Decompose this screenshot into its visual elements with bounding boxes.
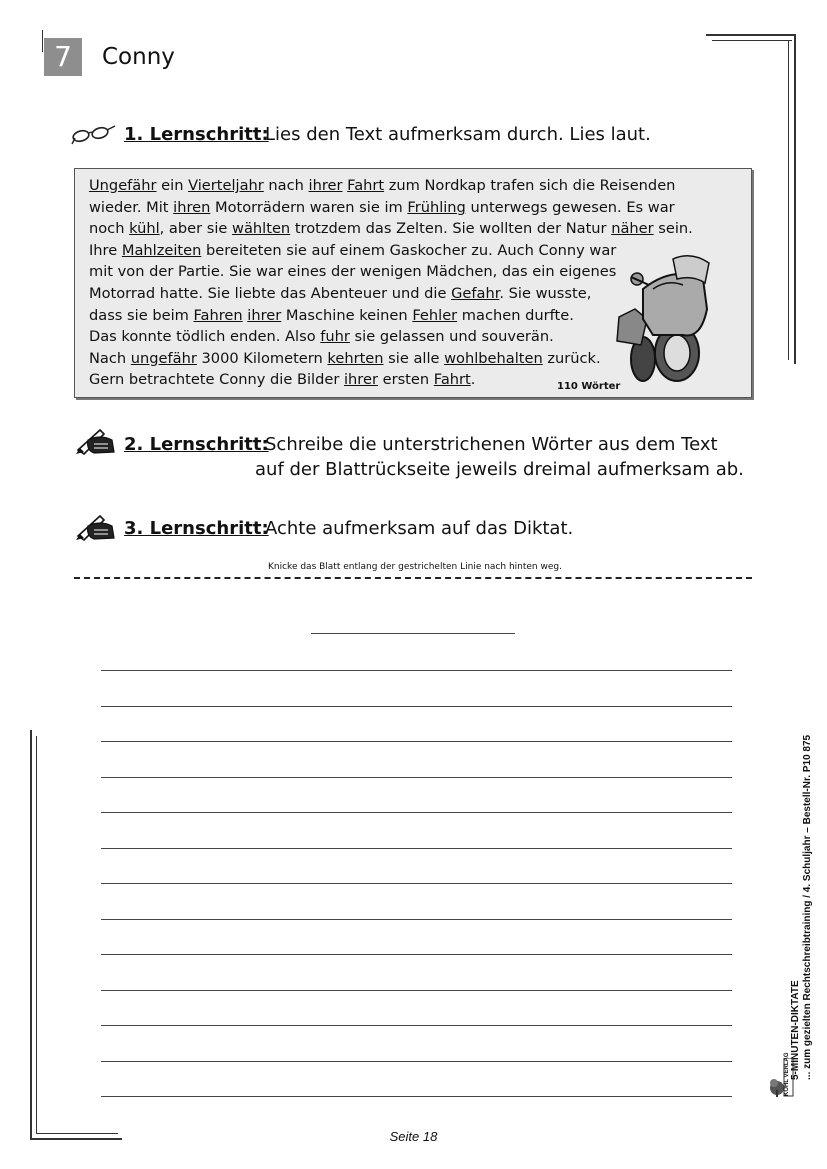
- text-fragment: Motorrädern waren sie im: [210, 198, 408, 216]
- side-imprint-title: 5-MINUTEN-DIKTATE: [790, 980, 801, 1080]
- step2-heading: [124, 434, 269, 455]
- underlined-word: Ungefähr: [89, 177, 157, 194]
- writing-line[interactable]: [101, 777, 732, 778]
- text-fragment: ein: [156, 177, 189, 194]
- publisher-logo: [768, 1052, 794, 1102]
- text-line: [89, 371, 475, 388]
- glasses-icon: [70, 124, 116, 150]
- writing-line[interactable]: [101, 812, 732, 813]
- step1-label: 1. Lernschritt:: [124, 124, 269, 145]
- step1-text: Lies den Text aufmerksam durch. Lies laut.: [265, 124, 651, 145]
- writing-line[interactable]: [101, 1025, 732, 1026]
- underlined-word: Fahrt: [347, 177, 385, 194]
- text-fragment: Gern betrachtete Conny die Bilder: [89, 371, 344, 389]
- text-fragment: dass sie beim: [89, 306, 194, 324]
- text-fragment: zurück.: [542, 349, 601, 367]
- underlined-word: fuhr: [320, 328, 350, 346]
- step2-label: 2. Lernschritt:: [124, 434, 269, 455]
- underlined-word: wohlbehalten: [444, 349, 543, 367]
- text-fragment: Maschine keinen: [281, 306, 413, 324]
- text-fragment: wieder. Mit: [89, 198, 174, 216]
- text-line: [89, 328, 554, 345]
- text-line: [89, 307, 574, 324]
- text-line: [89, 242, 616, 259]
- step2-text-line2: auf der Blattrückseite jeweils dreimal aufmerksam ab.: [255, 459, 744, 480]
- underlined-word: ungefähr: [130, 349, 197, 367]
- side-imprint-subtitle: ... zum gezielten Rechtschreibtraining / 4. Schuljahr – Bestell-Nr. P10 875: [802, 734, 813, 1080]
- step3-label: 3. Lernschritt:: [124, 518, 269, 539]
- writing-line[interactable]: [101, 1061, 732, 1062]
- text-fragment: unterwegs gewesen. Es war: [465, 198, 675, 216]
- text-fragment: Nach: [89, 349, 131, 367]
- underlined-word: Vierteljahr: [188, 177, 264, 194]
- page-title: Conny: [102, 44, 175, 70]
- publisher-logo-text: KOHL VERLAG: [784, 1052, 790, 1096]
- text-fragment: bereiteten sie auf einem Gaskocher zu. Auch Conny war: [201, 241, 617, 259]
- title-write-line[interactable]: [311, 633, 515, 634]
- side-imprint: [790, 735, 814, 1080]
- text-fragment: sein.: [653, 220, 693, 238]
- writing-line[interactable]: [101, 883, 732, 884]
- writing-line[interactable]: [101, 990, 732, 991]
- step3-text: Achte aufmerksam auf das Diktat.: [265, 518, 574, 539]
- text-fragment: , aber sie: [159, 220, 233, 238]
- text-fragment: Das konnte tödlich enden. Also: [89, 328, 321, 346]
- lesson-number-badge: 7: [44, 38, 82, 76]
- page-number: Seite 18: [389, 1129, 438, 1144]
- text-line: [89, 285, 591, 302]
- fold-instruction: Knicke das Blatt entlang der gestrichelten Linie nach hinten weg.: [268, 562, 562, 572]
- writing-line[interactable]: [101, 741, 732, 742]
- fold-dashed-line: [74, 577, 752, 579]
- text-fragment: sie gelassen und souverän.: [349, 328, 554, 346]
- dictation-text-box: [74, 168, 752, 398]
- text-fragment: .: [470, 371, 476, 389]
- underlined-word: ihrer: [343, 371, 378, 389]
- text-line: [89, 199, 675, 216]
- underlined-word: kehrten: [327, 349, 384, 367]
- writing-line[interactable]: [101, 1096, 732, 1097]
- underlined-word: ihren: [173, 198, 211, 216]
- underlined-word: Gefahr: [451, 285, 500, 302]
- text-line: [89, 177, 675, 194]
- text-fragment: sie alle: [383, 349, 445, 367]
- text-fragment: 3000 Kilometern: [196, 349, 328, 367]
- underlined-word: Frühling: [407, 198, 466, 216]
- underlined-word: kühl: [129, 220, 160, 238]
- step3-heading: [124, 518, 269, 539]
- text-fragment: mit von der Partie. Sie war eines der wenigen Mädchen, das ein eigenes: [89, 263, 617, 281]
- underlined-word: ihrer: [247, 306, 282, 324]
- writing-hand-icon: [74, 512, 116, 546]
- text-fragment: zum Nordkap trafen sich die Reisenden: [384, 177, 676, 194]
- writing-line[interactable]: [101, 706, 732, 707]
- underlined-word: wählten: [232, 220, 291, 238]
- text-fragment: noch: [89, 220, 130, 238]
- writing-line[interactable]: [101, 670, 732, 671]
- text-line: [89, 220, 693, 237]
- word-count: 110 Wörter: [557, 381, 621, 392]
- step2-text-line1: Schreibe die unterstrichenen Wörter aus dem Text: [265, 434, 718, 455]
- motorcycle-illustration: [613, 249, 731, 391]
- underlined-word: näher: [611, 220, 654, 238]
- writing-line[interactable]: [101, 848, 732, 849]
- step1-heading: [124, 124, 269, 145]
- text-fragment: ersten: [377, 371, 434, 389]
- text-fragment: nach: [263, 177, 309, 194]
- text-fragment: trotzdem das Zelten. Sie wollten der Natur: [290, 220, 612, 238]
- underlined-word: Fahren: [193, 306, 243, 324]
- writing-line[interactable]: [101, 919, 732, 920]
- text-fragment: Ihre: [89, 241, 122, 259]
- underlined-word: ihrer: [308, 177, 343, 194]
- underlined-word: Fahrt: [433, 371, 471, 389]
- underlined-word: Mahlzeiten: [121, 241, 202, 259]
- text-fragment: machen durfte.: [457, 306, 574, 324]
- text-fragment: Motorrad hatte. Sie liebte das Abenteuer und die: [89, 285, 452, 302]
- text-line: [89, 263, 616, 280]
- writing-hand-icon: [74, 426, 116, 460]
- underlined-word: Fehler: [412, 306, 458, 324]
- text-fragment: . Sie wusste,: [499, 285, 592, 302]
- writing-line[interactable]: [101, 954, 732, 955]
- text-line: [89, 350, 601, 367]
